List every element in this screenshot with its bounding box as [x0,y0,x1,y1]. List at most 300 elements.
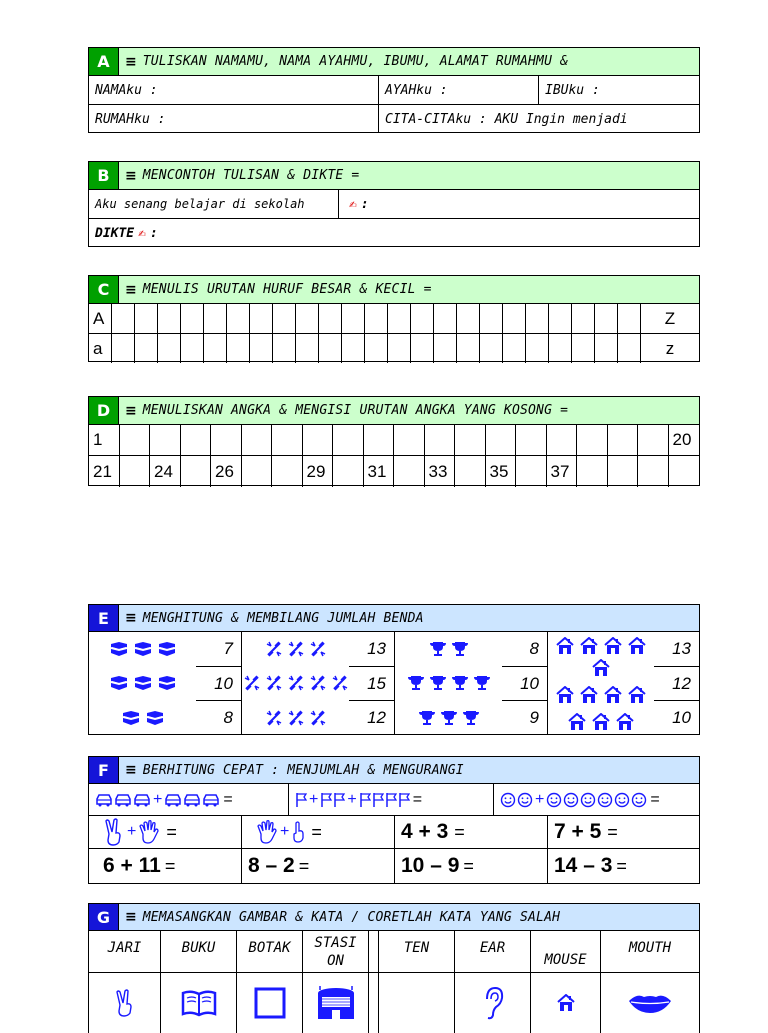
number-input-cell[interactable] [272,425,303,455]
picture-cell[interactable] [161,973,237,1033]
dragonfly-icon [309,709,327,727]
count-option[interactable]: 8 [502,632,547,667]
colon: : [149,225,158,241]
flag-icon [372,792,384,808]
letter-input-cell[interactable] [342,304,365,333]
spacer-cell [369,931,379,972]
trophy-icon [407,674,425,692]
letter-input-cell[interactable] [319,304,342,333]
number-cell: 21 [89,456,120,487]
victory-hand-icon [103,818,125,846]
section-title: TULISKAN NAMAMU, NAMA AYAHMU, IBUMU, ALAMAT RUMAHMU & [142,54,569,69]
letter-input-cell[interactable] [181,304,204,333]
count-option[interactable]: 7 [196,632,241,667]
expression: 8 – 2 [248,854,295,877]
object-pictures [242,632,349,735]
writing-hand-icon: ✍ [349,196,357,212]
house-icon [556,994,576,1012]
quick-sum-cell[interactable] [395,816,548,848]
number-input-cell[interactable] [242,456,273,487]
word-label: STASI ON [314,934,357,969]
section-letter: F [89,757,119,783]
word-cell[interactable] [89,931,161,972]
quick-sum-cell[interactable] [548,816,699,848]
letter-input-cell[interactable] [158,304,181,333]
number-input-cell[interactable] [669,456,700,487]
house-icon [591,713,611,731]
dragonfly-icon [309,640,327,658]
letter-input-cell[interactable] [181,334,204,363]
section-title: MEMASANGKAN GAMBAR & KATA / CORETLAH KATA YANG SALAH [142,909,561,925]
object-pictures [395,632,502,735]
letter-input-cell[interactable] [250,304,273,333]
lowercase-row [89,334,699,363]
letter-input-cell[interactable] [618,334,641,363]
letter-input-cell[interactable] [480,304,503,333]
word-label: MOUTH [628,940,672,956]
number-input-cell[interactable] [486,425,517,455]
section-letter: B [89,162,119,189]
arithmetic-row [89,816,699,849]
pointing-hand-icon [291,821,305,843]
count-option[interactable]: 12 [367,708,386,728]
dikte-field[interactable] [89,219,699,247]
letter-input-cell[interactable] [112,334,135,363]
word-cell[interactable] [161,931,237,972]
picture-cell[interactable] [237,973,303,1033]
smiley-icon [631,792,647,808]
picture-row [243,674,349,692]
section-title: MENULIS URUTAN HURUF BESAR & KECIL = [142,282,432,297]
writing-hand-icon: ✍ [138,225,146,241]
section-letter: D [89,397,119,424]
dragonfly-icon [309,674,327,692]
form-row [89,105,699,133]
number-input-cell[interactable] [577,456,608,487]
list-icon: ≡ [125,909,137,925]
house-icon [579,637,599,655]
house-icon [555,686,575,704]
number-input-cell[interactable] [638,425,669,455]
number-input-cell[interactable] [547,425,578,455]
smiley-icon [597,792,613,808]
picture-row [418,709,480,727]
count-option[interactable]: 8 [223,708,233,728]
word-label: JARI [107,940,142,956]
expression: 6 + 11 [103,854,161,877]
picture-row [567,713,635,731]
letter-input-cell[interactable] [227,304,250,333]
plus-sign: + [280,823,290,840]
count-option[interactable]: 10 [502,667,547,702]
letter-input-cell[interactable] [227,334,250,363]
letter-input-cell[interactable] [411,304,434,333]
count-option[interactable]: 10 [672,708,691,728]
letter-input-cell[interactable] [480,334,503,363]
number-cell: 33 [425,456,456,487]
word-cell[interactable] [237,931,303,972]
quick-sum-cell[interactable] [242,849,395,883]
plus-sign: + [347,790,357,808]
open-hand-icon [256,820,278,844]
word-label: MOUSE [544,952,587,968]
number-input-cell[interactable] [120,456,151,487]
number-input-cell[interactable] [608,425,639,455]
letter-input-cell[interactable] [342,334,365,363]
number-row [89,425,699,456]
letter-input-cell[interactable] [595,334,618,363]
trophy-icon [462,709,480,727]
quick-sum-cell[interactable] [289,784,494,815]
trophy-icon [429,674,447,692]
section-g [88,903,700,1033]
letter-input-cell[interactable] [526,304,549,333]
icon-group [164,793,220,807]
word-cell[interactable] [303,931,369,972]
count-options [502,632,547,735]
section-a-header [89,48,699,76]
car-icon [95,793,113,807]
picture-row [548,637,654,677]
word-label: TEN [403,940,430,956]
number-cell: 20 [672,430,692,449]
letter-input-cell[interactable] [273,304,296,333]
equals-sign: = [412,790,423,808]
equals-sign: = [607,821,618,842]
letter-input-cell[interactable] [434,334,457,363]
count-option[interactable]: 12 [654,667,699,702]
picture-cell[interactable] [531,973,601,1033]
car-icon [114,793,132,807]
equals-sign: = [650,790,660,808]
number-input-cell[interactable] [638,456,669,487]
picture-row [555,686,647,704]
book-icon [181,989,217,1017]
picture-row [109,675,177,691]
letter-input-cell[interactable] [365,304,388,333]
letter-input-cell[interactable] [595,304,618,333]
number-input-cell[interactable] [364,425,395,455]
books-icon [109,675,129,691]
picture-cell[interactable] [303,973,369,1033]
equals-sign: = [164,855,176,876]
books-icon [157,641,177,657]
number-cell: 29 [303,456,334,487]
number-cell: 26 [211,456,242,487]
victory-hand-icon [114,989,136,1017]
number-cell: 1 [89,425,120,455]
books-icon [109,641,129,657]
word-cell[interactable] [379,931,455,972]
plus-sign: + [127,823,137,840]
trophy-icon [473,674,491,692]
number-input-cell[interactable] [394,425,425,455]
object-pictures [89,632,196,735]
count-options [196,632,241,735]
plus-sign: + [535,790,545,808]
word-cell[interactable] [601,931,699,972]
number-input-cell[interactable] [242,425,273,455]
number-input-cell[interactable] [455,425,486,455]
letter-input-cell[interactable] [411,334,434,363]
number-row [89,456,699,487]
letter-input-cell[interactable] [158,334,181,363]
books-icon [133,675,153,691]
letter-input-cell[interactable] [503,304,526,333]
dragonfly-icon [287,674,305,692]
number-input-cell[interactable] [608,456,639,487]
equals-sign: = [311,821,322,842]
letter-input-cell[interactable] [319,334,342,363]
empty-picture-cell[interactable] [369,973,379,1033]
letter-cell: z [665,338,675,358]
icon-group [295,792,307,808]
trophy-icon [440,709,458,727]
square-icon [254,987,286,1019]
letter-input-cell[interactable] [273,334,296,363]
letter-input-cell[interactable] [572,334,595,363]
word-label: EAR [479,940,506,956]
section-letter: C [89,276,119,303]
number-cell: 35 [486,456,517,487]
icon-group [359,792,410,808]
uppercase-row [89,304,699,334]
section-c-header [89,276,699,304]
picture-cell[interactable] [601,973,699,1033]
letter-input-cell[interactable] [135,334,158,363]
count-options [654,632,699,735]
list-icon: ≡ [125,402,137,419]
expression: 7 + 5 [554,820,602,843]
house-icon [567,713,587,731]
dragonfly-icon [331,674,349,692]
picture-row [429,640,469,658]
books-icon [145,710,165,726]
letter-input-cell[interactable] [204,334,227,363]
icon-group [95,793,151,807]
list-icon: ≡ [125,762,137,778]
list-icon: ≡ [125,610,137,626]
house-icon [627,686,647,704]
word-cell[interactable] [455,931,531,972]
expression: 10 – 9 [401,854,460,877]
flag-icon [385,792,397,808]
picture-row [109,641,177,657]
word-cell[interactable] [531,931,601,972]
house-icon [591,659,611,677]
stadium-icon [314,983,358,1023]
rumah-field[interactable]: RUMAHku : [89,105,379,133]
quick-sum-cell[interactable] [494,784,699,815]
expression: 14 – 3 [554,854,613,877]
count-option[interactable]: 13 [654,632,699,667]
word-label: BOTAK [248,940,291,956]
section-title: MENGHITUNG & MEMBILANG JUMLAH BENDA [142,610,424,626]
letter-input-cell[interactable] [572,304,595,333]
number-input-cell[interactable] [516,425,547,455]
letter-input-cell[interactable] [388,334,411,363]
number-input-cell[interactable] [181,456,212,487]
icon-group [546,792,647,808]
dragonfly-icon [287,709,305,727]
picture-row [265,709,327,727]
number-input-cell[interactable] [577,425,608,455]
letter-input-cell[interactable] [503,334,526,363]
dragonfly-icon [243,674,261,692]
picture-cell[interactable] [89,973,161,1033]
quick-sum-cell[interactable] [89,816,242,848]
count-option[interactable]: 15 [349,667,394,702]
ibu-field[interactable]: IBUku : [545,82,600,98]
nama-field[interactable]: NAMAku : [89,76,379,104]
equals-sign: = [298,855,310,876]
number-input-cell[interactable] [425,425,456,455]
open-hand-icon [138,820,160,844]
car-icon [133,793,151,807]
section-f-header [89,757,699,784]
letter-input-cell[interactable] [549,304,572,333]
icon-group [500,792,533,808]
quick-sum-cell[interactable] [89,849,242,883]
letter-input-cell[interactable] [296,304,319,333]
equals-sign: = [166,821,177,842]
list-icon: ≡ [125,167,137,184]
counting-grid [89,632,699,735]
letter-input-cell[interactable] [457,334,480,363]
equals-sign: = [454,821,465,842]
letter-input-cell[interactable] [112,304,135,333]
number-input-cell[interactable] [516,456,547,487]
section-a [88,47,700,133]
smiley-icon [580,792,596,808]
car-icon [202,793,220,807]
letter-input-cell[interactable] [457,304,480,333]
section-title: MENULISKAN ANGKA & MENGISI URUTAN ANGKA YANG KOSONG = [142,403,569,418]
books-icon [133,641,153,657]
list-icon: ≡ [125,281,137,298]
counting-group [548,632,699,735]
section-title: BERHITUNG CEPAT : MENJUMLAH & MENGURANGI [142,762,464,778]
expression: 4 + 3 [401,820,449,843]
number-input-cell[interactable] [272,456,303,487]
icon-group [320,792,345,808]
counting-group [395,632,548,735]
smiley-icon [614,792,630,808]
number-input-cell[interactable] [181,425,212,455]
letter-input-cell[interactable] [526,334,549,363]
letter-input-cell[interactable] [135,304,158,333]
house-icon [615,713,635,731]
picture-row [89,973,699,1033]
flag-icon [295,792,307,808]
number-input-cell[interactable] [120,425,151,455]
word-row [89,931,699,973]
section-e-header [89,605,699,632]
picture-cell[interactable] [455,973,531,1033]
lips-icon [627,992,673,1014]
cita-field[interactable]: CITA-CITAku : AKU Ingin menjadi [385,111,628,127]
section-g-header [89,904,699,931]
number-input-cell[interactable] [333,456,364,487]
car-icon [164,793,182,807]
counting-group [89,632,242,735]
number-input-cell[interactable] [333,425,364,455]
count-option[interactable]: 13 [349,632,394,667]
letter-input-cell[interactable] [388,304,411,333]
letter-input-cell[interactable] [618,304,641,333]
section-b-header [89,162,699,190]
number-input-cell[interactable] [455,456,486,487]
letter-input-cell[interactable] [296,334,319,363]
dragonfly-icon [287,640,305,658]
number-cell: 24 [150,456,181,487]
copy-field[interactable] [339,190,699,218]
smiley-icon [546,792,562,808]
count-option[interactable]: 10 [196,667,241,702]
section-letter: A [89,48,119,75]
number-input-cell[interactable] [211,425,242,455]
letter-cell: A [89,304,112,333]
smiley-icon [563,792,579,808]
section-c [88,275,700,362]
letter-input-cell[interactable] [250,334,273,363]
smiley-icon [500,792,516,808]
arithmetic-row [89,784,699,816]
equals-sign: = [223,790,233,808]
section-e [88,604,700,735]
flag-icon [333,792,345,808]
letter-input-cell[interactable] [549,334,572,363]
count-option[interactable]: 9 [529,708,539,728]
letter-input-cell[interactable] [365,334,388,363]
section-letter: E [89,605,119,631]
empty-picture-cell[interactable] [379,973,455,1033]
quick-sum-cell[interactable] [89,784,289,815]
word-label: BUKU [181,940,216,956]
letter-input-cell[interactable] [434,304,457,333]
ayah-field[interactable]: AYAHku : [379,76,539,104]
picture-row [407,674,491,692]
list-icon: ≡ [125,53,137,70]
equals-sign: = [616,855,627,876]
quick-sum-cell[interactable] [242,816,395,848]
house-icon [603,637,623,655]
number-input-cell[interactable] [394,456,425,487]
counting-group [242,632,395,735]
trophy-icon [429,640,447,658]
form-row [89,76,699,105]
letter-input-cell[interactable] [204,304,227,333]
trophy-icon [451,640,469,658]
number-input-cell[interactable] [303,425,334,455]
plus-sign: + [153,790,163,808]
books-icon [121,710,141,726]
letter-cell: a [89,334,112,363]
house-icon [555,637,575,655]
flag-icon [359,792,371,808]
house-icon [627,637,647,655]
quick-sum-cell[interactable] [548,849,699,883]
dikte-label: DIKTE [95,225,135,241]
section-letter: G [89,904,119,930]
quick-sum-cell[interactable] [395,849,548,883]
dikte-row [89,219,699,247]
number-input-cell[interactable] [150,425,181,455]
dragonfly-icon [265,709,283,727]
house-icon [603,686,623,704]
car-icon [183,793,201,807]
letter-cell: Z [664,308,676,328]
